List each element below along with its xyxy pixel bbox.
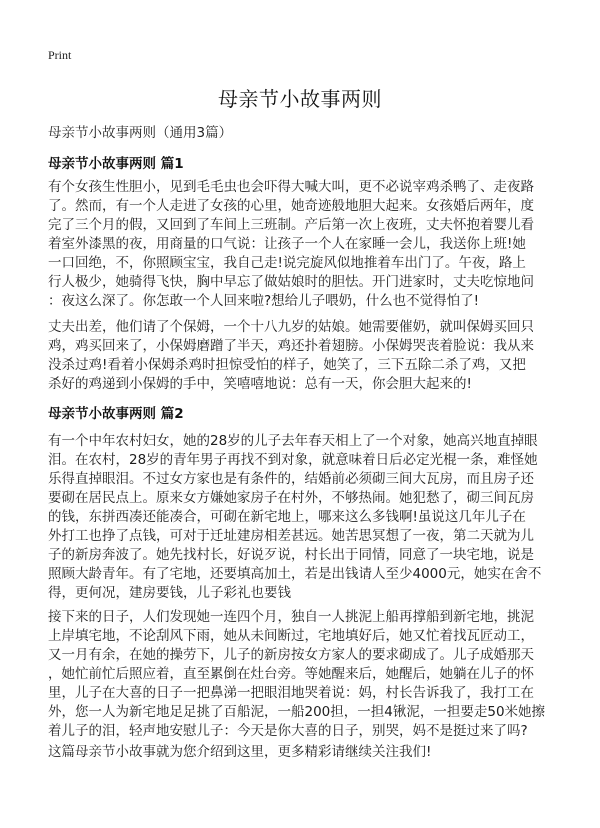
text-line: 着室外漆黑的夜，用商量的口气说：让孩子一个人在家睡一会儿，我送你上班!她: [48, 236, 526, 252]
document-subtitle: 母亲节小故事两则（通用3篇）: [48, 125, 233, 141]
section-heading-2: 母亲节小故事两则 篇2: [48, 406, 184, 422]
section-1-paragraph-1: [48, 178, 558, 311]
text-line: 鸡，鸡买回来了，小保姆磨蹭了半天，鸡还扑着翅膀。小保姆哭丧着脸说：我从来: [48, 338, 534, 354]
text-line: 照顾大龄青年。有了宅地，还要填高加土，若是出钱请人至少4000元，她实在舍不: [48, 566, 542, 582]
text-line: 乐得直掉眼泪。不过女方家也是有条件的，结婚前必须砌三间大瓦房，而且房子还: [48, 471, 534, 487]
text-line: 杀好的鸡递到小保姆的手中，笑嘻嘻地说：总有一天，你会胆大起来的!: [48, 376, 472, 392]
text-line: 有一个中年农村妇女，她的28岁的儿子去年春天相上了一个对象，她高兴地直掉眼: [48, 433, 538, 449]
text-line: 完了三个月的假，又回到了车间上三班制。产后第一次上夜班，丈夫怀抱着婴儿看: [48, 217, 534, 233]
text-line: 这篇母亲节小故事就为您介绍到这里，更多精彩请继续关注我们!: [48, 744, 432, 760]
page-title: 母亲节小故事两则: [218, 87, 382, 111]
text-line: 有个女孩生性胆小，见到毛毛虫也会吓得大喊大叫，更不必说宰鸡杀鸭了、走夜路: [48, 179, 534, 195]
text-line: 没杀过鸡!看着小保姆杀鸡时担惊受怕的样子，她笑了，三下五除二杀了鸡，又把: [48, 357, 526, 373]
text-line: 的钱，东拼西凑还能凑合，可砌在新宅地上，哪来这么多钱啊!虽说这几年儿子在: [48, 509, 526, 525]
text-line: 里，儿子在大喜的日子一把鼻涕一把眼泪地哭着说：妈，村长告诉我了，我打工在: [48, 685, 534, 701]
section-2-paragraph-1: [48, 432, 558, 603]
text-line: 子的新房奔波了。她先找村长，好说歹说，村长出于同情，同意了一块宅地，说是: [48, 547, 534, 563]
text-line: 外打工也挣了点钱，可对于迁址建房相差甚远。她苦思冥想了一夜，第二天就为儿: [48, 528, 534, 544]
text-line: ，她忙前忙后照应着，直至累倒在灶台旁。等她醒来后，她醒后，她躺在儿子的怀: [48, 666, 534, 682]
text-line: 要砌在居民点上。原来女方嫌她家房子在村外，不够热闹。她犯愁了，砌三间瓦房: [48, 490, 534, 506]
text-line: 外，您一人为新宅地足足挑了百船泥，一船200担，一担4锹泥，一担要走50米她擦: [48, 704, 546, 720]
closing-paragraph: [48, 743, 558, 762]
section-2-paragraph-2: [48, 608, 558, 741]
text-line: ：夜这么深了。你怎敢一个人回来啦?想给儿子喂奶，什么也不觉得怕了!: [48, 293, 480, 309]
text-line: 丈夫出差，他们请了个保姆，一个十八九岁的姑娘。她需要催奶，就叫保姆买回只: [48, 319, 534, 335]
text-line: 一口回绝，不，你照顾宝宝，我自己走!说完旋风似地推着车出门了。午夜，路上: [48, 255, 526, 271]
text-line: 又一月有余，在她的操劳下，儿子的新房按女方家人的要求砌成了。儿子成婚那天: [48, 647, 534, 663]
text-line: 上岸填宅地，不论刮风下雨，她从未间断过，宅地填好后，她又忙着找瓦匠动工，: [48, 628, 534, 644]
print-label[interactable]: Print: [48, 48, 72, 62]
text-line: 行人极少，她骑得飞快，胸中早忘了做姑娘时的胆怯。开门进家时，丈夫吃惊地问: [48, 274, 534, 290]
text-line: 了。然而，有一个人走进了女孩的心里，她奇迹般地胆大起来。女孩婚后两年，度: [48, 198, 534, 214]
text-line: 泪。在农村，28岁的青年男子再找不到对象，就意味着日后必定光棍一条，难怪她: [48, 452, 538, 468]
text-line: 着儿子的泪，轻声地安慰儿子：今天是你大喜的日子，别哭，妈不是挺过来了吗?: [48, 723, 528, 739]
text-line: 接下来的日子，人们发现她一连四个月，独自一人挑泥上船再撑船到新宅地，挑泥: [48, 609, 534, 625]
section-heading-1: 母亲节小故事两则 篇1: [48, 156, 184, 172]
section-1-paragraph-2: [48, 318, 558, 394]
text-line: 得，更何况，建房要钱，儿子彩礼也要钱: [48, 585, 291, 601]
